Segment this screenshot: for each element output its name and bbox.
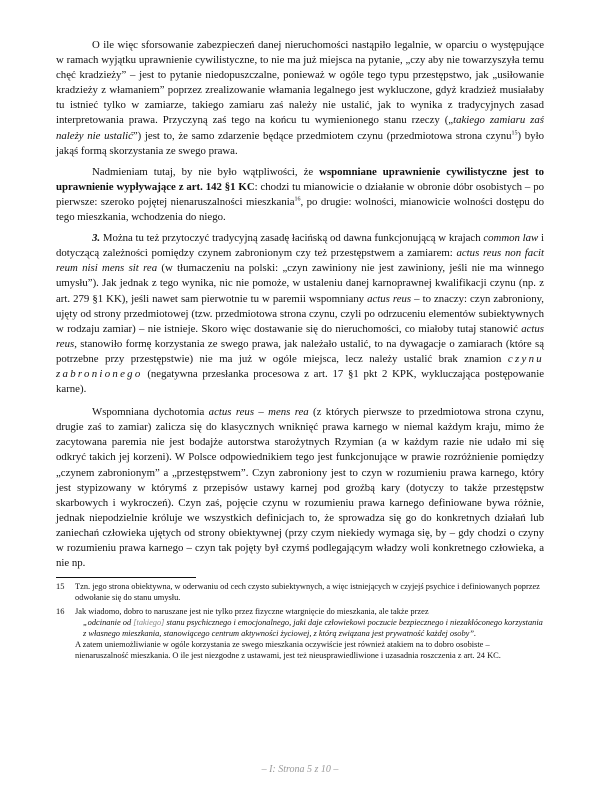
section-number: 3. xyxy=(92,232,101,245)
text-run: (negatywna przesłanka procesowa z art. 17 §1 pkt 2 KPK, wykluczająca postępowanie karne). xyxy=(56,367,544,396)
text-run: (w tłumaczeniu na polski: „czyn zawiniony nie jest zawiniony, jeśli nie ma winnego umysłu”). Jak jednak z tego wynika, nic nie pomoże, w ustaleniu danej karnoprawnej kwalifikacji czynu (np. z art. 279 §1 KK), jeśli nawet sam pierwotnie tu w paremii wspomniany xyxy=(56,262,544,305)
footnote-number: 16 xyxy=(56,606,65,616)
footnote-text: Tzn. jego strona obiektywna, w oderwaniu od cech czysto subiektywnych, a więc istniejących w czyjejś psychice i definiowanych poprzez odwołanie się do stanu umysłu. xyxy=(75,582,540,603)
italic-term: actus reus – mens rea xyxy=(208,406,309,419)
quote-text: stanu psychicznego i emocjonalnego, jaki daje człowiekowi poczucie bezpiecznego i niezakłóconego korzystania z własnego mieszkania, stanowiącego centrum aktywności życiowej, z którą związana jest prywatność każdej osoby”. xyxy=(83,617,543,638)
italic-term: actus reus xyxy=(56,322,544,350)
footnote-ref-16[interactable]: 16 xyxy=(294,196,301,203)
footnote-number: 15 xyxy=(56,582,65,592)
text-run: Wspomniana dychotomia xyxy=(92,406,209,419)
italic-term: common law xyxy=(483,232,539,245)
footnote-text: A zatem uniemożliwianie w ogóle korzystania ze swego mieszkania oczywiście jest również atakiem na to dobro osobiste – nienaruszalność mieszkania. O ile jest niezgodne z ustawami, jest też nieusprawiedliwione i uzasadnia roszczenia z art. 24 KC. xyxy=(75,640,501,661)
editorial-insertion: [takiego] xyxy=(133,617,165,627)
text-run: , stanowiło formę korzystania ze swego prawa, jak należało ustalić, to na dywagacje o zamiarach (które są potrzebne przy przestępstwie) nie ma już w ogóle miejsca, lecz należy ustalić brak znamion xyxy=(56,337,544,365)
paragraph-3 xyxy=(56,231,544,397)
text-run: ”) jest to, że samo zdarzenie będące przedmiotem czynu (przedmiotowa strona czynu xyxy=(132,129,512,142)
footnote-15 xyxy=(56,581,544,603)
text-run: i dotyczącą zależności pomiędzy czynem zabronionym czy też przestępstwem a zamiarem: xyxy=(56,232,544,260)
text-run: (z których pierwsze to przedmiotowa strona czynu, drugie zaś to zamiar) zalicza się do klasycznych wniknięć prawa karnego w niemal każdym kraju, mimo że zacytowana paremia nie jest bodajże autorstwa starożytnych Rzymian (a w każdym razie nie udało mi się odkryć takich jej korzeni). W Polsce odpowiednikiem tego jest funkcjonujące w prawie rozróżnienie pomiędzy „czynem zabronionym” a „przestępstwem”. Czyn zabroniony jest to czyn w rozumieniu prawa karnego, który jest stypizowany w którymś z przepisów ustawy karnej pod groźbą kary (dotyczy to także przestępstw skarbowych i wykroczeń). Czyn zaś, pojęcie czynu w rozumieniu prawa karnego definiowane bywa różnie, jednak niepodzielnie króluje we wszystkich definicjach to, że sprowadza się go do konkretnych działań lub zaniechań człowieka ujętych od strony obiektywnej (przy czym niekiedy wymaga się, by – gdy chodzi o czyny w rozumieniu prawa karnego – czyn tak pojęty był czymś podlegającym władzy woli konkretnego człowieka, a nie np. xyxy=(56,406,544,570)
document-page xyxy=(56,38,544,664)
text-run: Nadmieniam tutaj, by nie było wątpliwości, że xyxy=(92,165,320,178)
paragraph-2 xyxy=(56,165,544,225)
text-run: ) było jakąś formą skorzystania ze swego prawa. xyxy=(56,129,544,157)
bold-statement: wspomniane uprawnienie cywilistyczne jest to uprawnienie wypływające z art. 142 §1 KC xyxy=(56,165,544,193)
latin-maxim: actus reus non facit reum nisi mens sit rea xyxy=(56,247,545,275)
quote-text: „odcinanie od xyxy=(83,617,134,627)
text-run: – to znaczy: czyn zabroniony, ujęty od strony przedmiotowej (tzw. przedmiotowa strona czynu, czyli po odrzuceniu elementów subiektywnych w rodzaju zamiar) – nie istnieje. Skoro więc dostawanie się do nieruchomości, co miałoby tutaj stanowić xyxy=(56,292,544,335)
footnote-quote xyxy=(75,617,544,639)
footnote-16 xyxy=(56,606,544,662)
italic-quote: takiego zamiaru zaś należy nie ustalić xyxy=(56,114,544,142)
paragraph-4 xyxy=(56,405,544,571)
text-run: O ile więc sforsowanie zabezpieczeń danej nieruchomości nastąpiło legalnie, w oparciu o występujące w ramach wyjątku uprawnienie cywilistyczne, to nie ma już miejsca na pytanie, „czy aby nie towarzyszyła temu chęć kradzieży” – jest to pytanie niedopuszczalne, ponieważ w ogóle tego typu przestępstwo, jak „usiłowanie kradzieży z włamaniem” poprzez zrealizowanie włamania legalnego jest wykluczone, gdyż kradzież musiałaby tu istnieć tylko w zamiarze, takiego zamiaru zaś należy nie ustalić, jak to wynika z tradycyjnych zasad interpretowania prawa. Przyczyną zaś tego na końcu tu wymienionego stanu rzeczy („ xyxy=(56,39,544,127)
paragraph-1 xyxy=(56,38,544,159)
text-run: : chodzi tu mianowicie o działanie w obronie dóbr osobistych – po pierwsze: szeroko pojętej nienaruszalności mieszkania xyxy=(56,180,544,208)
spaced-term: czynu zabronionego xyxy=(56,352,544,380)
italic-term: actus reus xyxy=(367,292,412,305)
text-run: , po drugie: wolności, mianowicie wolności dostępu do tego mieszkania, wchodzenia do niego. xyxy=(56,195,544,224)
text-run: Można tu też przytoczyć tradycyjną zasadę łacińską od dawna funkcjonującą w krajach xyxy=(100,232,484,245)
footnote-ref-15[interactable]: 15 xyxy=(511,129,518,136)
footnote-text: Jak wiadomo, dobro to naruszane jest nie tylko przez fizyczne wtargnięcie do mieszkania, ale także przez xyxy=(75,606,429,616)
page-footer: – I: Strona 5 z 10 – xyxy=(261,764,339,775)
footnote-divider xyxy=(56,577,196,578)
